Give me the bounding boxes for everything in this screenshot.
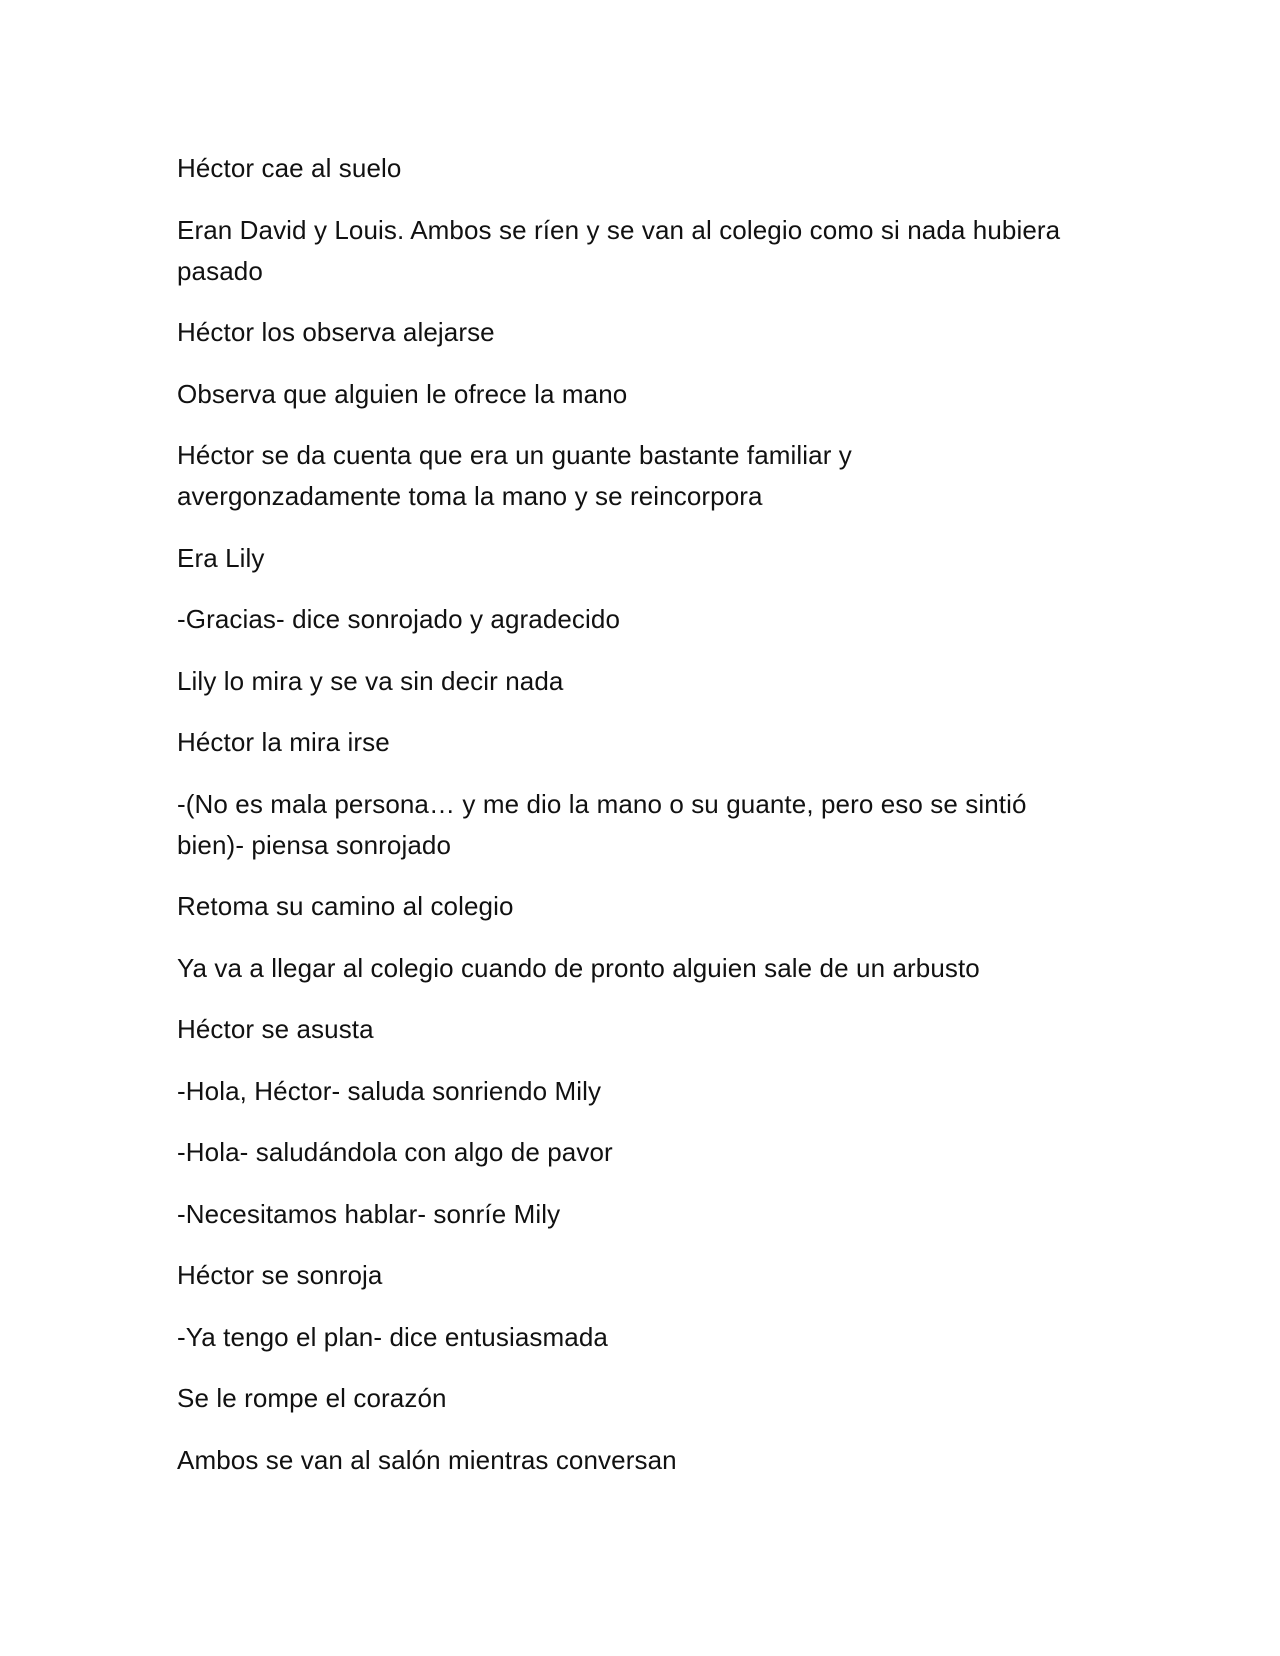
paragraph: Observa que alguien le ofrece la mano bbox=[177, 378, 628, 409]
paragraph: Ya va a llegar al colegio cuando de pronto alguien sale de un arbusto bbox=[177, 952, 980, 983]
paragraph: Eran David y Louis. Ambos se ríen y se van al colegio como si nada hubiera pasado bbox=[177, 214, 1061, 286]
paragraph: -Necesitamos hablar- sonríe Mily bbox=[177, 1198, 561, 1229]
paragraph: Héctor la mira irse bbox=[177, 727, 390, 757]
paragraph: Héctor los observa alejarse bbox=[177, 317, 495, 347]
paragraph: Retoma su camino al colegio bbox=[177, 891, 514, 921]
paragraph: -Hola- saludándola con algo de pavor bbox=[177, 1137, 613, 1167]
paragraph: -(No es mala persona… y me dio la mano o su guante, pero eso se sintió bien)- piensa sonrojado bbox=[177, 788, 1027, 860]
paragraph: -Gracias- dice sonrojado y agradecido bbox=[177, 604, 621, 634]
paragraph: -Ya tengo el plan- dice entusiasmada bbox=[177, 1321, 608, 1352]
paragraph: Héctor se asusta bbox=[177, 1014, 374, 1044]
paragraph: Héctor se sonroja bbox=[177, 1260, 383, 1290]
paragraph: Ambos se van al salón mientras conversan bbox=[177, 1444, 677, 1475]
paragraph: Se le rompe el corazón bbox=[177, 1383, 447, 1413]
paragraph: Era Lily bbox=[177, 542, 265, 573]
paragraph: -Hola, Héctor- saluda sonriendo Mily bbox=[177, 1075, 602, 1106]
paragraph: Lily lo mira y se va sin decir nada bbox=[177, 665, 564, 696]
paragraph: Héctor cae al suelo bbox=[177, 153, 402, 183]
document-body bbox=[177, 148, 1077, 1501]
paragraph: Héctor se da cuenta que era un guante bastante familiar y avergonzadamente toma la mano y se reincorpora bbox=[177, 440, 852, 511]
